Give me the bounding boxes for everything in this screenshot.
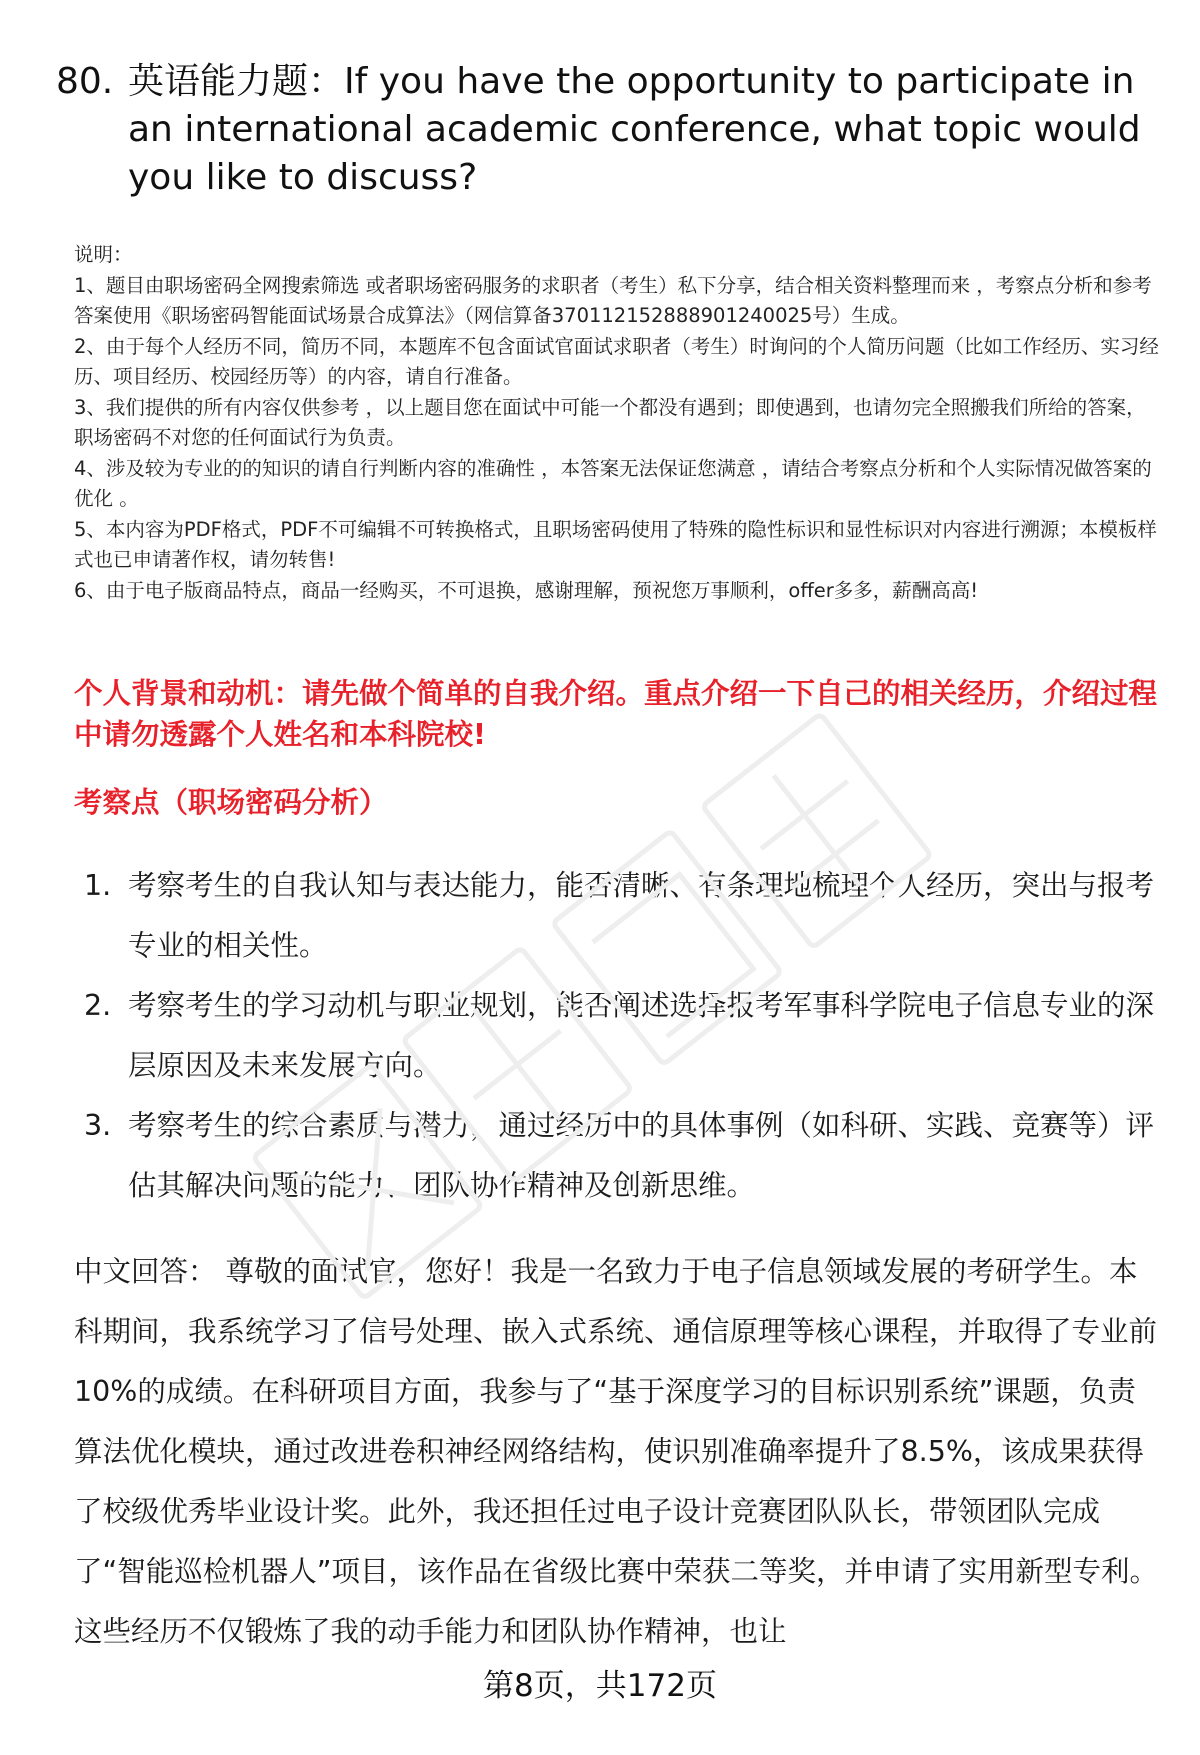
answer-paragraph: 中文回答： 尊敬的面试官，您好！我是一名致力于电子信息领域发展的考研学生。本科期间，我系统学习了信号处理、嵌入式系统、通信原理等核心课程，并取得了专业前10%的成绩。在科研项目方面，我参与了“基于深度学习的目标识别系统”课题，负责算法优化模块，通过改进卷积神经网络结构，使识别准确率提升了8.5%，该成果获得了校级优秀毕业设计奖。此外，我还担任过电子设计竞赛团队队长，带领团队完成了“智能巡检机器人”项目，该作品在省级比赛中荣获二等奖，并申请了实用新型专利。这些经历不仅锻炼了我的动手能力和团队协作精神，也让 [74, 1255, 1159, 1648]
notes-item: 5、本内容为PDF格式，PDF不可编辑不可转换格式，且职场密码使用了特殊的隐性标识和显性标识对内容进行溯源；本模板样式也已申请著作权，请勿转售! [74, 517, 1157, 571]
point-number: 2. [84, 989, 112, 1022]
notes-item: 1、题目由职场密码全网搜索筛选 或者职场密码服务的求职者（考生）私下分享，结合相关资料整理而来 ，考察点分析和参考答案使用《职场密码智能面试场景合成算法》（网信算备370112152888901240025号）生成。 [74, 273, 1152, 327]
question-heading [56, 58, 1156, 202]
point-number: 3. [84, 1109, 112, 1142]
page-footer: 第8页，共172页 [483, 1668, 717, 1704]
point-text: 考察考生的综合素质与潜力，通过经历中的具体事例（如科研、实践、竞赛等）评估其解决问题的能力、团队协作精神及创新思维。 [128, 1109, 1155, 1202]
analysis-point [84, 856, 1164, 976]
notes-item: 4、涉及较为专业的的知识的请自行判断内容的准确性 ，本答案无法保证您满意 ，请结合考察点分析和个人实际情况做答案的优化 。 [74, 456, 1152, 510]
notes-item: 6、由于电子版商品特点，商品一经购买，不可退换，感谢理解，预祝您万事顺利，offer多多，薪酬高高! [74, 578, 979, 602]
notes-item: 3、我们提供的所有内容仅供参考 ，以上题目您在面试中可能一个都没有遇到；即使遇到，也请勿完全照搬我们所给的答案，职场密码不对您的任何面试行为负责。 [74, 395, 1146, 449]
question-number: 80. [56, 61, 114, 102]
point-text: 考察考生的自我认知与表达能力，能否清晰、有条理地梳理个人经历，突出与报考专业的相关性。 [128, 869, 1155, 962]
notes-title: 说明： [74, 243, 133, 266]
background-prompt-heading: 个人背景和动机：请先做个简单的自我介绍。重点介绍一下自己的相关经历，介绍过程中请勿透露个人姓名和本科院校! [74, 677, 1158, 751]
analysis-heading: 考察点（职场密码分析） [74, 786, 388, 819]
analysis-point [84, 976, 1164, 1096]
point-number: 1. [84, 869, 112, 902]
notes-item: 2、由于每个人经历不同，简历不同，本题库不包含面试官面试求职者（考生）时询问的个人简历问题（比如工作经历、实习经历、项目经历、校园经历等）的内容，请自行准备。 [74, 334, 1159, 388]
point-text: 考察考生的学习动机与职业规划，能否阐述选择报考军事科学院电子信息专业的深层原因及未来发展方向。 [128, 989, 1155, 1082]
analysis-point [84, 1096, 1164, 1216]
notes-block [74, 240, 1164, 606]
question-text: 英语能力题：If you have the opportunity to participate in an international academic conference, what topic would you like to discuss? [128, 61, 1141, 198]
analysis-points [84, 856, 1164, 1216]
